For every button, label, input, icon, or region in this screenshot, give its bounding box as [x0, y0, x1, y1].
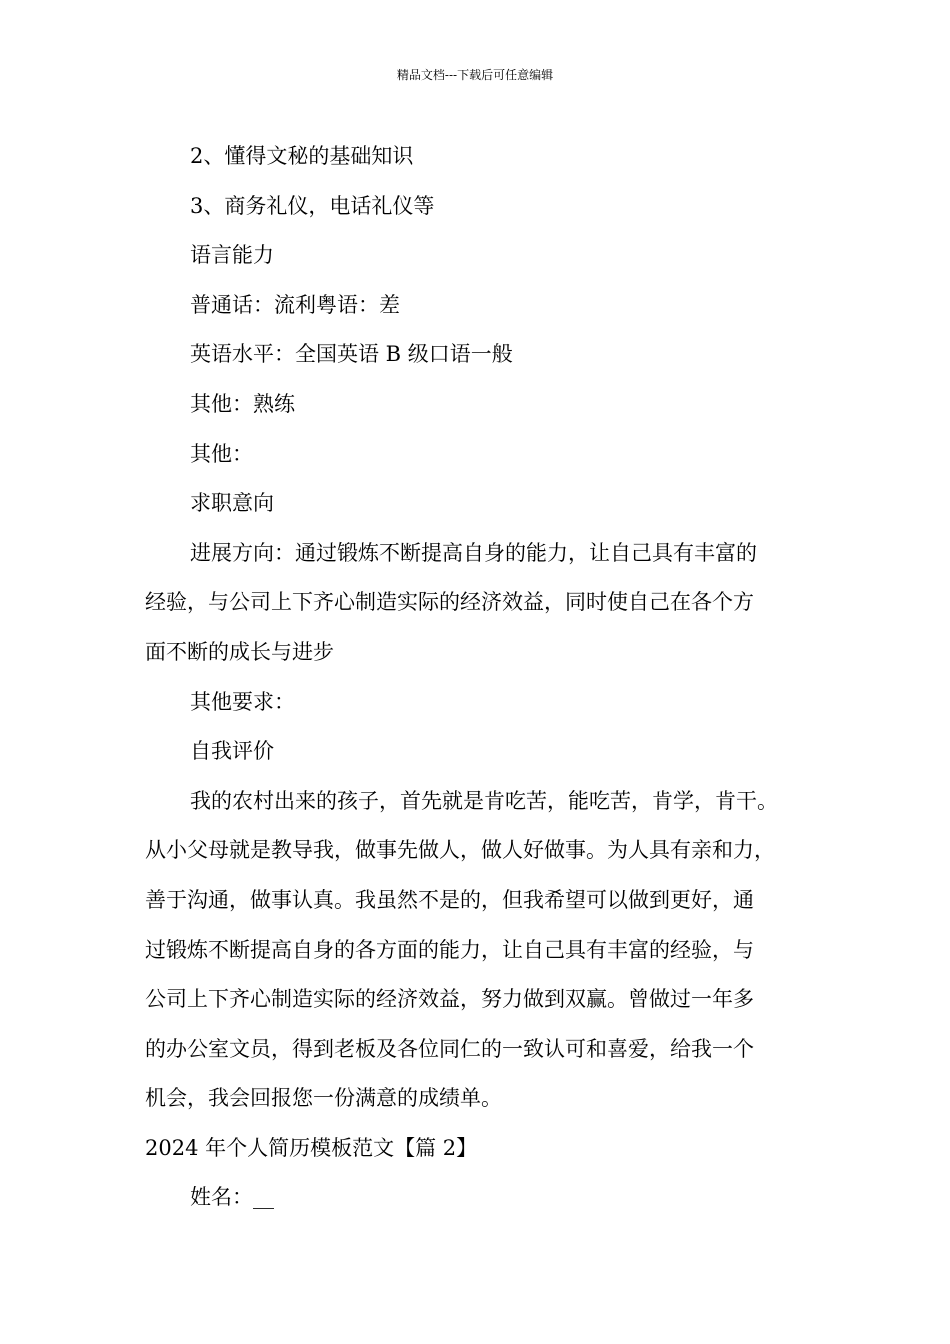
- page-header: 精品文档---下载后可任意编辑: [396, 68, 554, 82]
- paragraph-line: 机会，我会回报您一份满意的成绩单。: [145, 1086, 502, 1111]
- other-line: 其他：: [190, 441, 253, 466]
- language-ability-heading: 语言能力: [190, 243, 274, 268]
- self-evaluation-heading: 自我评价: [190, 739, 274, 764]
- paragraph-line: 我的农村出来的孩子，首先就是肯吃苦，能吃苦，肯学，肯干。: [190, 788, 778, 813]
- paragraph-line: 从小父母就是教导我，做事先做人，做人好做事。为人具有亲和力，: [145, 838, 775, 863]
- paragraph-line: 进展方向：通过锻炼不断提高自身的能力，让自己具有丰富的: [190, 540, 757, 565]
- self-evaluation-paragraph: [145, 777, 835, 1124]
- paragraph-line: 面不断的成长与进步: [145, 639, 334, 664]
- other-requirements-line: 其他要求：: [190, 689, 295, 714]
- paragraph-line: 公司上下齐心制造实际的经济效益，努力做到双赢。曾做过一年多: [145, 987, 754, 1012]
- section-2-title: 2024 年个人简历模板范文【篇 2】: [145, 1135, 478, 1160]
- paragraph-line: 过锻炼不断提高自身的各方面的能力，让自己具有丰富的经验，与: [145, 937, 754, 962]
- document-body: [145, 132, 835, 1223]
- other-skill-line: 其他：熟练: [190, 391, 295, 416]
- career-direction-paragraph: [145, 529, 835, 678]
- mandarin-cantonese-line: 普通话：流利粤语：差: [190, 292, 400, 317]
- name-field-line: 姓名：__: [190, 1185, 274, 1210]
- job-intention-heading: 求职意向: [190, 491, 274, 516]
- paragraph-line: 经验，与公司上下齐心制造实际的经济效益，同时使自己在各个方: [145, 590, 754, 615]
- english-level-line: 英语水平：全国英语 B 级口语一般: [190, 342, 513, 367]
- skill-line-3: 3、商务礼仪，电话礼仪等: [190, 193, 435, 218]
- paragraph-line: 善于沟通，做事认真。我虽然不是的，但我希望可以做到更好，通: [145, 887, 754, 912]
- paragraph-line: 的办公室文员，得到老板及各位同仁的一致认可和喜爱，给我一个: [145, 1036, 754, 1061]
- skill-line-2: 2、懂得文秘的基础知识: [190, 144, 414, 168]
